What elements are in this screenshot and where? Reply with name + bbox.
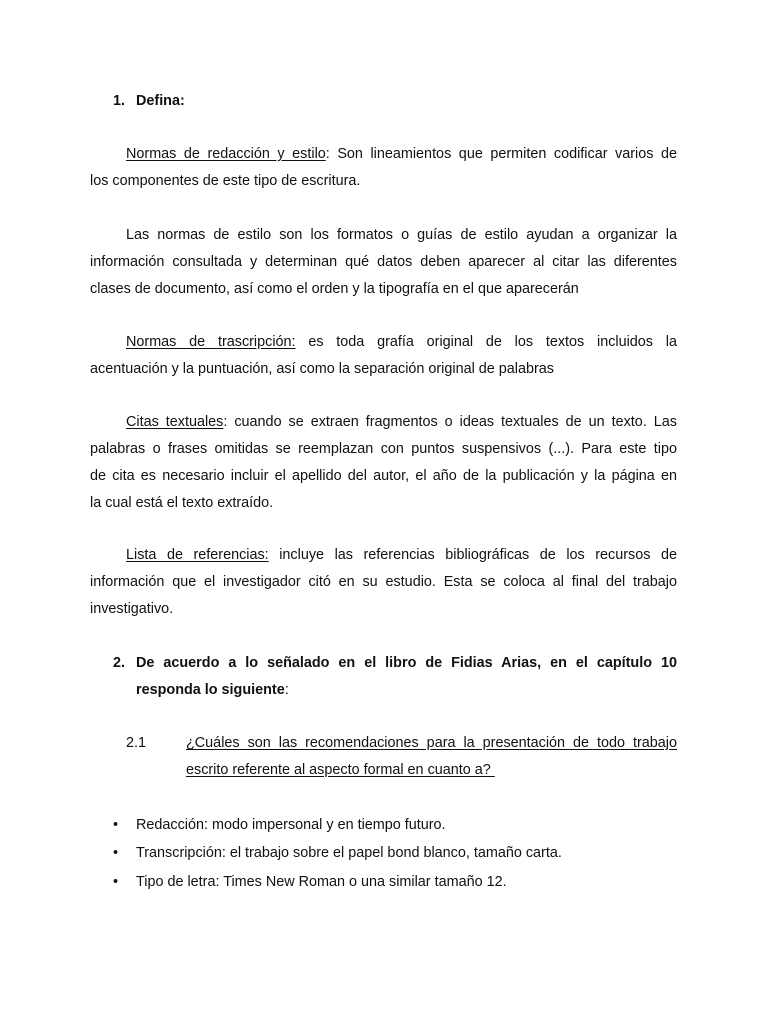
list-item: Tipo de letra: Times New Roman o una similar tamaño 12. [136, 874, 507, 890]
paragraph-3-text: es toda grafía original de los textos incluidos la [295, 334, 677, 350]
question-2-1-number: 2.1 [126, 735, 147, 751]
paragraph-3-line-1 [126, 329, 677, 356]
list-item: Redacción: modo impersonal y en tiempo futuro. [136, 817, 446, 833]
paragraph-4-line-1 [126, 409, 677, 436]
section-2-number: 2. [113, 655, 126, 671]
paragraph-5-text: incluye las referencias bibliográficas de los recursos de [268, 547, 677, 563]
bullet-symbol: • [113, 874, 119, 890]
section-2-line-2-bold: responda lo siguiente [136, 682, 285, 698]
section-1-title: Defina: [136, 93, 185, 109]
term-citas-textuales: Citas textuales [126, 414, 224, 430]
paragraph-5-line-2: información que el investigador citó en su estudio. Esta se coloca al final del trabajo [90, 574, 677, 590]
paragraph-2-line-2: información consultada y determinan qué datos deben aparecer al citar las diferentes [90, 254, 677, 270]
bullet-list [0, 812, 768, 902]
term-lista-referencias: Lista de referencias: [126, 547, 269, 563]
paragraph-4-line-4: la cual está el texto extraído. [90, 495, 274, 511]
paragraph-2-line-1: Las normas de estilo son los formatos o guías de estilo ayudan a organizar la [126, 227, 677, 243]
paragraph-5-line-3: investigativo. [90, 601, 174, 617]
paragraph-1-line-1 [126, 141, 677, 168]
paragraph-4-text: : cuando se extraen fragmentos o ideas textuales de un texto. Las [223, 414, 677, 430]
question-2-1-line-2: escrito referente al aspecto formal en cuanto a? [186, 762, 495, 778]
paragraph-1-line-2: los componentes de este tipo de escritura. [90, 173, 361, 189]
paragraph-4-line-3: de cita es necesario incluir el apellido del autor, el año de la publicación y la página en [90, 468, 677, 484]
section-2-line-2-tail: : [284, 682, 289, 698]
list-item: Transcripción: el trabajo sobre el papel bond blanco, tamaño carta. [136, 845, 562, 861]
paragraph-4-line-2: palabras o frases omitidas se reemplazan con puntos suspensivos (...). Para este tipo [90, 441, 677, 457]
bullet-symbol: • [113, 817, 119, 833]
section-2-line-2 [136, 677, 677, 704]
term-normas-redaccion: Normas de redacción y estilo [126, 146, 326, 162]
question-2-1-line-1: ¿Cuáles son las recomendaciones para la presentación de todo trabajo [186, 735, 677, 751]
paragraph-1-text: : Son lineamientos que permiten codificar varios de [325, 146, 677, 162]
paragraph-5-line-1 [126, 542, 677, 569]
bullet-symbol: • [113, 845, 119, 861]
section-1-number: 1. [113, 93, 126, 109]
term-normas-trascripcion: Normas de trascripción: [126, 334, 296, 350]
section-2-line-1: De acuerdo a lo señalado en el libro de Fidias Arias, en el capítulo 10 [136, 655, 677, 671]
paragraph-3-line-2: acentuación y la puntuación, así como la separación original de palabras [90, 361, 554, 377]
paragraph-2-line-3: clases de documento, así como el orden y la tipografía en el que aparecerán [90, 281, 579, 297]
